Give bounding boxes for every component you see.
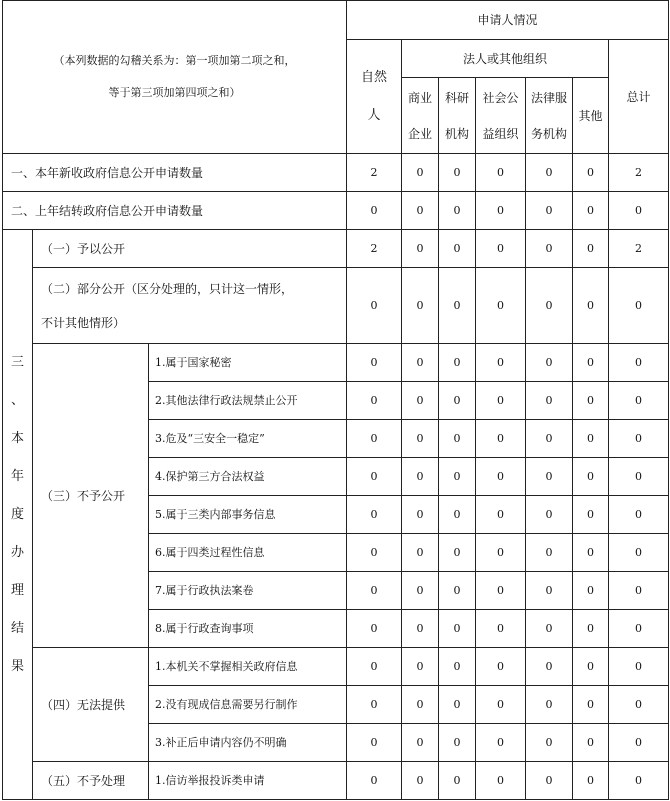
cell-value: 0 — [526, 496, 573, 534]
cell-value: 0 — [609, 724, 669, 762]
cell-value: 0 — [439, 686, 476, 724]
cell-value: 0 — [402, 724, 439, 762]
cell-value: 2 — [347, 230, 402, 268]
partial-line1: （二）部分公开（区分处理的，只计这一情形， — [41, 281, 294, 296]
cell-value: 0 — [439, 762, 476, 800]
cell-value: 0 — [347, 268, 402, 344]
cell-value: 0 — [439, 534, 476, 572]
header-note-line2: 等于第三项加第四项之和） — [108, 86, 241, 99]
section3-label-char: 年 — [10, 468, 24, 484]
cell-value: 0 — [573, 192, 609, 230]
cell-value: 0 — [476, 230, 526, 268]
header-legal-service: 法律服 务机构 — [526, 78, 573, 154]
cell-value: 0 — [526, 344, 573, 382]
cell-value: 0 — [526, 610, 573, 648]
row-label: 1.属于国家秘密 — [149, 344, 347, 382]
row-label: 3.补正后申请内容仍不明确 — [149, 724, 347, 762]
cell-value: 0 — [573, 458, 609, 496]
cell-value: 0 — [609, 268, 669, 344]
cell-value: 0 — [476, 344, 526, 382]
cell-value: 0 — [476, 192, 526, 230]
section3-label-char: 办 — [10, 544, 24, 560]
cell-value: 2 — [609, 230, 669, 268]
header-total: 总计 — [609, 40, 669, 154]
partial-line2: 不计其他情形） — [41, 315, 126, 330]
cell-value: 0 — [476, 420, 526, 458]
cell-value: 0 — [476, 268, 526, 344]
row-label: 1.本机关不掌握相关政府信息 — [149, 648, 347, 686]
section3-label-char: 三 — [10, 354, 24, 370]
cell-value: 0 — [526, 572, 573, 610]
table-row — [3, 192, 669, 230]
cell-value: 0 — [476, 534, 526, 572]
cell-value: 0 — [609, 420, 669, 458]
cell-value: 2 — [347, 154, 402, 192]
row-group-label: （三）不予公开 — [33, 344, 149, 648]
cell-value: 0 — [402, 458, 439, 496]
section3-label-char: 果 — [10, 658, 24, 674]
cell-value: 0 — [439, 458, 476, 496]
header-research: 科研 机构 — [439, 78, 476, 154]
cell-value: 0 — [347, 382, 402, 420]
table-row — [3, 230, 669, 268]
cell-value: 0 — [476, 762, 526, 800]
cell-value: 0 — [526, 686, 573, 724]
cell-value: 0 — [347, 572, 402, 610]
cell-value: 0 — [439, 344, 476, 382]
cell-value: 0 — [347, 344, 402, 382]
cell-value: 0 — [439, 268, 476, 344]
table-row — [3, 648, 669, 686]
cell-value: 0 — [439, 382, 476, 420]
header-natural-person: 自然 人 — [347, 40, 402, 154]
cell-value: 0 — [476, 572, 526, 610]
cell-value: 0 — [347, 686, 402, 724]
cell-value: 0 — [347, 648, 402, 686]
cell-value: 0 — [526, 762, 573, 800]
cell-value: 0 — [476, 496, 526, 534]
cell-value: 0 — [402, 762, 439, 800]
cell-value: 0 — [573, 382, 609, 420]
cell-value: 0 — [347, 420, 402, 458]
cell-value: 0 — [609, 458, 669, 496]
cell-value: 0 — [347, 496, 402, 534]
cell-value: 0 — [476, 610, 526, 648]
row-label: 6.属于四类过程性信息 — [149, 534, 347, 572]
row-label: （一）予以公开 — [33, 230, 347, 268]
header-note-cell — [3, 1, 347, 154]
cell-value: 0 — [402, 268, 439, 344]
table-row — [3, 268, 669, 344]
cell-value: 0 — [573, 648, 609, 686]
row-group-label: （五）不予处理 — [33, 762, 149, 800]
cell-value: 0 — [609, 572, 669, 610]
header-other: 其他 — [573, 78, 609, 154]
row-label: 2.没有现成信息需要另行制作 — [149, 686, 347, 724]
cell-value: 0 — [439, 496, 476, 534]
cell-value: 0 — [402, 154, 439, 192]
cell-value: 0 — [402, 382, 439, 420]
section3-vertical-label — [3, 230, 33, 800]
cell-value: 0 — [402, 534, 439, 572]
cell-value: 0 — [439, 420, 476, 458]
cell-value: 0 — [573, 268, 609, 344]
cell-value: 2 — [609, 154, 669, 192]
cell-value: 0 — [476, 686, 526, 724]
cell-value: 0 — [526, 724, 573, 762]
cell-value: 0 — [573, 686, 609, 724]
section3-label — [3, 344, 32, 686]
cell-value: 0 — [402, 648, 439, 686]
cell-value: 0 — [526, 268, 573, 344]
row-label: 4.保护第三方合法权益 — [149, 458, 347, 496]
row-label: 5.属于三类内部事务信息 — [149, 496, 347, 534]
cell-value: 0 — [609, 192, 669, 230]
cell-value: 0 — [402, 420, 439, 458]
cell-value: 0 — [347, 610, 402, 648]
cell-value: 0 — [573, 762, 609, 800]
table-row — [3, 344, 669, 382]
cell-value: 0 — [402, 192, 439, 230]
cell-value: 0 — [476, 382, 526, 420]
table-row — [3, 154, 669, 192]
cell-value: 0 — [476, 724, 526, 762]
cell-value: 0 — [609, 686, 669, 724]
cell-value: 0 — [526, 420, 573, 458]
cell-value: 0 — [439, 192, 476, 230]
cell-value: 0 — [402, 610, 439, 648]
cell-value: 0 — [402, 344, 439, 382]
cell-value: 0 — [347, 534, 402, 572]
cell-value: 0 — [347, 192, 402, 230]
disclosure-statistics-table — [2, 0, 669, 800]
row-label: 2.其他法律行政法规禁止公开 — [149, 382, 347, 420]
row-label: 7.属于行政执法案卷 — [149, 572, 347, 610]
cell-value: 0 — [347, 724, 402, 762]
header-note-line1: （本列数据的勾稽关系为：第一项加第二项之和， — [53, 54, 296, 67]
section3-label-char: 结 — [10, 620, 24, 636]
cell-value: 0 — [347, 762, 402, 800]
cell-value: 0 — [526, 230, 573, 268]
cell-value: 0 — [609, 610, 669, 648]
cell-value: 0 — [573, 344, 609, 382]
cell-value: 0 — [347, 458, 402, 496]
row-label-partial — [33, 268, 347, 344]
cell-value: 0 — [402, 230, 439, 268]
cell-value: 0 — [439, 724, 476, 762]
cell-value: 0 — [526, 648, 573, 686]
row-label: 二、上年结转政府信息公开申请数量 — [3, 192, 347, 230]
cell-value: 0 — [476, 154, 526, 192]
header-social-welfare: 社会公 益组织 — [476, 78, 526, 154]
section3-label-char: 、 — [10, 392, 24, 408]
cell-value: 0 — [573, 420, 609, 458]
cell-value: 0 — [526, 154, 573, 192]
cell-value: 0 — [573, 534, 609, 572]
table-row — [3, 762, 669, 800]
cell-value: 0 — [573, 724, 609, 762]
cell-value: 0 — [609, 382, 669, 420]
cell-value: 0 — [573, 230, 609, 268]
cell-value: 0 — [573, 572, 609, 610]
cell-value: 0 — [476, 648, 526, 686]
section3-label-char: 本 — [10, 430, 24, 446]
row-label: 一、本年新收政府信息公开申请数量 — [3, 154, 347, 192]
cell-value: 0 — [573, 496, 609, 534]
cell-value: 0 — [609, 648, 669, 686]
header-applicant-situation: 申请人情况 — [347, 1, 669, 40]
cell-value: 0 — [402, 572, 439, 610]
cell-value: 0 — [439, 610, 476, 648]
row-label: 8.属于行政查询事项 — [149, 610, 347, 648]
cell-value: 0 — [402, 686, 439, 724]
cell-value: 0 — [526, 458, 573, 496]
cell-value: 0 — [609, 762, 669, 800]
row-label: 1.信访举报投诉类申请 — [149, 762, 347, 800]
cell-value: 0 — [526, 534, 573, 572]
cell-value: 0 — [573, 154, 609, 192]
header-commercial: 商业 企业 — [402, 78, 439, 154]
section3-label-char: 理 — [10, 582, 24, 598]
cell-value: 0 — [609, 344, 669, 382]
cell-value: 0 — [609, 496, 669, 534]
cell-value: 0 — [402, 496, 439, 534]
cell-value: 0 — [476, 458, 526, 496]
header-legal-org: 法人或其他组织 — [402, 40, 609, 78]
cell-value: 0 — [609, 534, 669, 572]
section3-label-char: 度 — [10, 506, 24, 522]
row-label: 3.危及“三安全一稳定” — [149, 420, 347, 458]
cell-value: 0 — [573, 610, 609, 648]
cell-value: 0 — [526, 192, 573, 230]
cell-value: 0 — [439, 648, 476, 686]
cell-value: 0 — [439, 572, 476, 610]
cell-value: 0 — [439, 230, 476, 268]
cell-value: 0 — [439, 154, 476, 192]
cell-value: 0 — [526, 382, 573, 420]
row-group-label: （四）无法提供 — [33, 648, 149, 762]
